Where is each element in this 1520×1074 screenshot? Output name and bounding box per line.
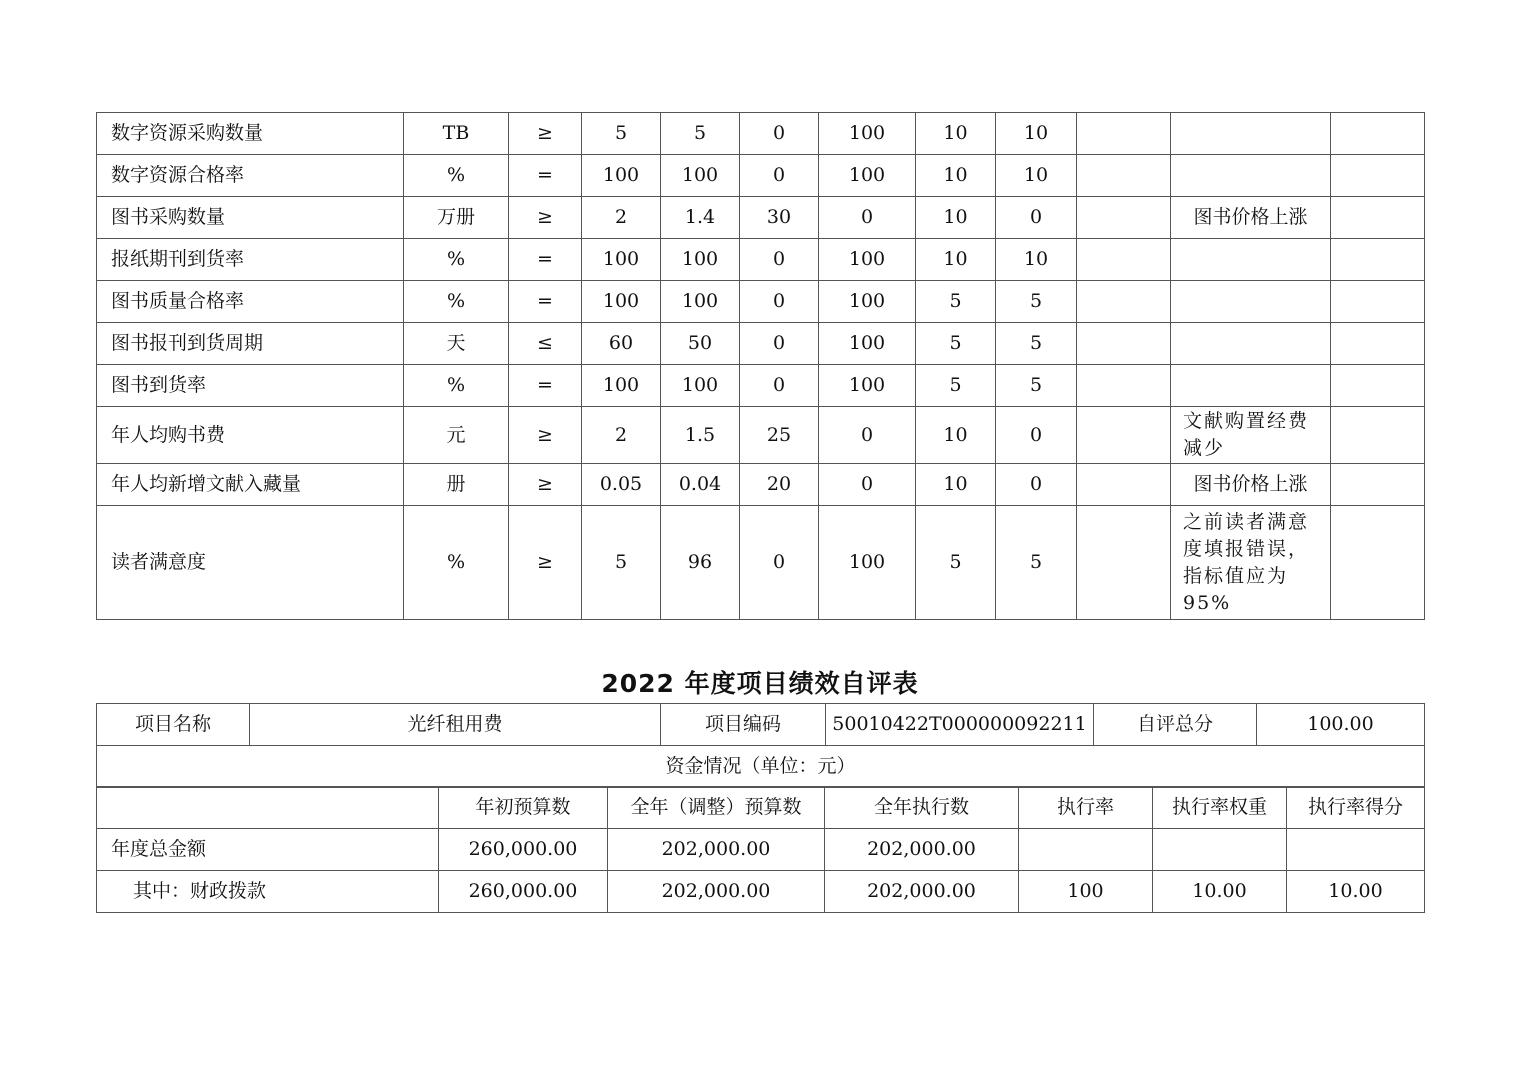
funding-caption-row — [97, 746, 1425, 788]
funding-header-row — [97, 787, 1425, 829]
indicator-blank-cell — [1331, 239, 1425, 281]
indicator-op-cell: ≤ — [509, 323, 582, 365]
indicator-row — [97, 464, 1425, 506]
funding-row-label: 其中：财政拨款 — [97, 871, 439, 913]
indicator-op-cell: = — [509, 365, 582, 407]
indicator-weight-cell: 10 — [916, 197, 996, 239]
funding-header-cell: 全年（调整）预算数 — [608, 787, 825, 829]
indicator-target-cell: 60 — [582, 323, 661, 365]
indicator-blank-cell — [1331, 281, 1425, 323]
indicator-note-cell — [1171, 155, 1331, 197]
indicator-op-cell: = — [509, 281, 582, 323]
indicator-target-cell: 100 — [582, 239, 661, 281]
indicator-deviation-cell: 30 — [740, 197, 819, 239]
indicator-blank-cell — [1331, 113, 1425, 155]
funding-row-label: 年度总金额 — [97, 829, 439, 871]
indicator-note-cell: 文献购置经费减少 — [1171, 407, 1331, 464]
indicator-blank-cell — [1331, 464, 1425, 506]
indicator-blank-cell — [1077, 155, 1171, 197]
indicator-deviation-cell: 0 — [740, 113, 819, 155]
funding-value-cell: 202,000.00 — [825, 829, 1019, 871]
self-score-value: 100.00 — [1257, 704, 1425, 746]
indicator-completion-cell: 100 — [819, 365, 916, 407]
indicator-completion-cell: 100 — [819, 323, 916, 365]
indicator-completion-cell: 100 — [819, 113, 916, 155]
indicator-score-cell: 0 — [996, 464, 1077, 506]
indicator-weight-cell: 10 — [916, 155, 996, 197]
funding-row — [97, 829, 1425, 871]
indicator-target-cell: 5 — [582, 113, 661, 155]
indicator-actual-cell: 100 — [661, 365, 740, 407]
indicator-deviation-cell: 0 — [740, 281, 819, 323]
funding-caption: 资金情况（单位：元） — [97, 746, 1425, 788]
funding-value-cell — [1287, 829, 1425, 871]
indicator-blank-cell — [1077, 113, 1171, 155]
indicator-blank-cell — [1077, 365, 1171, 407]
funding-header-cell: 执行率权重 — [1153, 787, 1287, 829]
indicator-target-cell: 100 — [582, 365, 661, 407]
indicator-weight-cell: 5 — [916, 323, 996, 365]
indicator-weight-cell: 5 — [916, 365, 996, 407]
indicator-op-cell: ≥ — [509, 407, 582, 464]
funding-value-cell: 260,000.00 — [439, 871, 608, 913]
indicator-unit-cell: TB — [404, 113, 509, 155]
indicator-weight-cell: 10 — [916, 113, 996, 155]
indicator-name-cell: 图书报刊到货周期 — [97, 323, 404, 365]
performance-indicator-table — [96, 112, 1425, 620]
indicator-unit-cell: 天 — [404, 323, 509, 365]
indicator-completion-cell: 0 — [819, 464, 916, 506]
funding-value-cell: 260,000.00 — [439, 829, 608, 871]
indicator-deviation-cell: 0 — [740, 239, 819, 281]
indicator-target-cell: 100 — [582, 281, 661, 323]
indicator-completion-cell: 100 — [819, 239, 916, 281]
indicator-completion-cell: 100 — [819, 281, 916, 323]
self-score-label: 自评总分 — [1094, 704, 1257, 746]
indicator-note-cell: 图书价格上涨 — [1171, 197, 1331, 239]
indicator-name-cell: 图书到货率 — [97, 365, 404, 407]
indicator-unit-cell: 万册 — [404, 197, 509, 239]
indicator-weight-cell: 10 — [916, 407, 996, 464]
indicator-blank-cell — [1331, 407, 1425, 464]
indicator-row — [97, 506, 1425, 620]
indicator-unit-cell: % — [404, 155, 509, 197]
indicator-unit-cell: % — [404, 281, 509, 323]
indicator-weight-cell: 5 — [916, 506, 996, 620]
indicator-target-cell: 2 — [582, 407, 661, 464]
indicator-blank-cell — [1077, 281, 1171, 323]
indicator-completion-cell: 100 — [819, 155, 916, 197]
indicator-row — [97, 323, 1425, 365]
indicator-blank-cell — [1331, 506, 1425, 620]
indicator-blank-cell — [1077, 323, 1171, 365]
indicator-name-cell: 年人均购书费 — [97, 407, 404, 464]
indicator-blank-cell — [1331, 155, 1425, 197]
indicator-deviation-cell: 0 — [740, 506, 819, 620]
indicator-note-cell — [1171, 113, 1331, 155]
funding-value-cell: 202,000.00 — [825, 871, 1019, 913]
indicator-score-cell: 0 — [996, 197, 1077, 239]
indicator-score-cell: 5 — [996, 323, 1077, 365]
indicator-actual-cell: 50 — [661, 323, 740, 365]
indicator-op-cell: = — [509, 239, 582, 281]
indicator-unit-cell: % — [404, 239, 509, 281]
indicator-blank-cell — [1077, 407, 1171, 464]
funding-header-cell: 年初预算数 — [439, 787, 608, 829]
indicator-name-cell: 图书采购数量 — [97, 197, 404, 239]
indicator-blank-cell — [1331, 323, 1425, 365]
funding-value-cell — [1153, 829, 1287, 871]
indicator-weight-cell: 10 — [916, 239, 996, 281]
indicator-target-cell: 0.05 — [582, 464, 661, 506]
indicator-op-cell: ≥ — [509, 464, 582, 506]
project-code-value: 50010422T000000092211 — [826, 704, 1094, 746]
indicator-op-cell: = — [509, 155, 582, 197]
indicator-note-cell — [1171, 323, 1331, 365]
funding-value-cell: 10.00 — [1287, 871, 1425, 913]
indicator-note-cell: 之前读者满意度填报错误，指标值应为95% — [1171, 506, 1331, 620]
indicator-score-cell: 10 — [996, 239, 1077, 281]
project-info-row — [97, 704, 1425, 746]
indicator-target-cell: 2 — [582, 197, 661, 239]
indicator-unit-cell: 元 — [404, 407, 509, 464]
indicator-note-cell — [1171, 281, 1331, 323]
funding-header-cell: 执行率得分 — [1287, 787, 1425, 829]
indicator-actual-cell: 5 — [661, 113, 740, 155]
indicator-score-cell: 5 — [996, 365, 1077, 407]
indicator-actual-cell: 96 — [661, 506, 740, 620]
indicator-note-cell — [1171, 365, 1331, 407]
indicator-actual-cell: 100 — [661, 155, 740, 197]
indicator-blank-cell — [1077, 506, 1171, 620]
indicator-completion-cell: 0 — [819, 197, 916, 239]
indicator-note-cell — [1171, 239, 1331, 281]
indicator-actual-cell: 100 — [661, 239, 740, 281]
indicator-blank-cell — [1077, 239, 1171, 281]
indicator-deviation-cell: 25 — [740, 407, 819, 464]
project-name-label: 项目名称 — [97, 704, 250, 746]
indicator-row — [97, 365, 1425, 407]
project-code-label: 项目编码 — [661, 704, 826, 746]
funding-header-cell — [97, 787, 439, 829]
indicator-score-cell: 10 — [996, 155, 1077, 197]
indicator-name-cell: 数字资源采购数量 — [97, 113, 404, 155]
indicator-blank-cell — [1331, 197, 1425, 239]
funding-header-cell: 执行率 — [1019, 787, 1153, 829]
funding-value-cell: 10.00 — [1153, 871, 1287, 913]
indicator-deviation-cell: 0 — [740, 155, 819, 197]
indicator-deviation-cell: 0 — [740, 365, 819, 407]
funding-header-cell: 全年执行数 — [825, 787, 1019, 829]
indicator-op-cell: ≥ — [509, 197, 582, 239]
indicator-unit-cell: 册 — [404, 464, 509, 506]
indicator-actual-cell: 1.4 — [661, 197, 740, 239]
indicator-row — [97, 113, 1425, 155]
indicator-score-cell: 5 — [996, 281, 1077, 323]
indicator-row — [97, 239, 1425, 281]
indicator-score-cell: 0 — [996, 407, 1077, 464]
report-title: 2022 年度项目绩效自评表 — [601, 669, 919, 698]
indicator-completion-cell: 0 — [819, 407, 916, 464]
indicator-score-cell: 5 — [996, 506, 1077, 620]
funding-row — [97, 871, 1425, 913]
indicator-row — [97, 281, 1425, 323]
indicator-weight-cell: 10 — [916, 464, 996, 506]
indicator-deviation-cell: 20 — [740, 464, 819, 506]
funding-table — [96, 786, 1425, 913]
indicator-row — [97, 407, 1425, 464]
indicator-note-cell: 图书价格上涨 — [1171, 464, 1331, 506]
indicator-name-cell: 报纸期刊到货率 — [97, 239, 404, 281]
indicator-weight-cell: 5 — [916, 281, 996, 323]
indicator-row — [97, 155, 1425, 197]
indicator-op-cell: ≥ — [509, 113, 582, 155]
project-name-value: 光纤租用费 — [250, 704, 661, 746]
indicator-op-cell: ≥ — [509, 506, 582, 620]
indicator-name-cell: 年人均新增文献入藏量 — [97, 464, 404, 506]
indicator-row — [97, 197, 1425, 239]
indicator-blank-cell — [1331, 365, 1425, 407]
indicator-name-cell: 读者满意度 — [97, 506, 404, 620]
indicator-completion-cell: 100 — [819, 506, 916, 620]
indicator-blank-cell — [1077, 464, 1171, 506]
indicator-blank-cell — [1077, 197, 1171, 239]
indicator-deviation-cell: 0 — [740, 323, 819, 365]
indicator-target-cell: 5 — [582, 506, 661, 620]
indicator-target-cell: 100 — [582, 155, 661, 197]
indicator-name-cell: 数字资源合格率 — [97, 155, 404, 197]
funding-value-cell: 202,000.00 — [608, 829, 825, 871]
funding-value-cell: 202,000.00 — [608, 871, 825, 913]
project-info-table — [96, 703, 1425, 788]
indicator-actual-cell: 1.5 — [661, 407, 740, 464]
indicator-actual-cell: 0.04 — [661, 464, 740, 506]
funding-value-cell — [1019, 829, 1153, 871]
indicator-name-cell: 图书质量合格率 — [97, 281, 404, 323]
indicator-score-cell: 10 — [996, 113, 1077, 155]
indicator-actual-cell: 100 — [661, 281, 740, 323]
funding-value-cell: 100 — [1019, 871, 1153, 913]
indicator-unit-cell: % — [404, 506, 509, 620]
indicator-unit-cell: % — [404, 365, 509, 407]
